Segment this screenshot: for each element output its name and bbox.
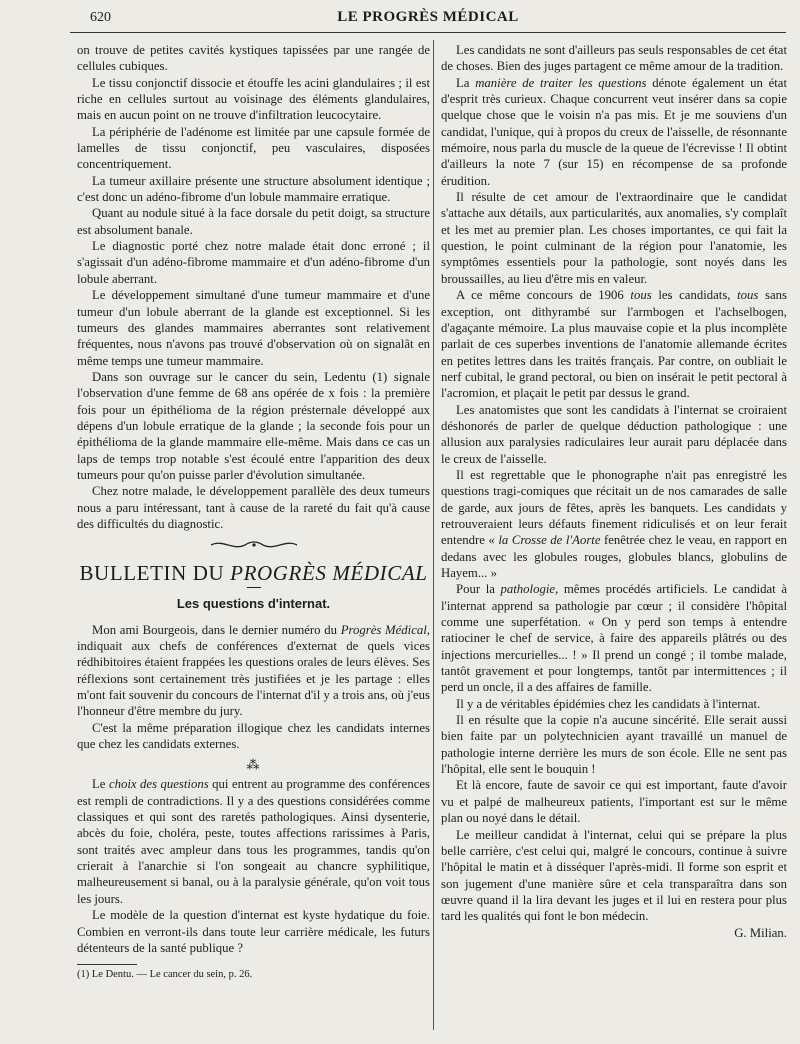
ornamental-rule	[77, 538, 430, 556]
footnote: (1) Le Dentu. — Le cancer du sein, p. 26.	[77, 969, 253, 981]
running-title: LE PROGRÈS MÉDICAL	[337, 9, 519, 25]
article-paragraph: Chez notre malade, le développement parallèle des deux tumeurs nous a paru intéressant, tant à cause de la rareté du fait qu'à cause des difficultés du diagnostic.	[77, 484, 430, 531]
right-column	[441, 42, 787, 941]
column-divider	[433, 40, 434, 1030]
bulletin-title: BULLETIN DU PROGRÈS MÉDICAL	[79, 561, 428, 586]
page-number: 620	[90, 10, 111, 25]
article-paragraph: Il résulte de cet amour de l'extraordinaire que le candidat s'attache aux détails, aux particularités, aux anomalies, s'y complaît et les met au premier plan. Les choses importantes, ce qui fait la question, le point culminant de la région pour l'anatomie, les symptômes essentiels pour la pathologie, sont noyés dans les broussailles, au lieu d'être mis en valeur.	[441, 190, 787, 286]
article-paragraph: Dans son ouvrage sur le cancer du sein, Ledentu (1) signale l'observation d'une femme de 68 ans opérée de x fois : la première fois pour un épithélioma de la région présternale développé aux dépens d'un lobule erratique de la glande ; la seconde fois pour un épithélioma de la glande mammaire elle-même. Mais dans ce cas un laps de temps trop notable s'est écoulé entre l'apparition des deux tumeurs pour qu'on puisse parler d'évolution simultanée.	[77, 369, 430, 482]
article-paragraph: La périphérie de l'adénome est limitée par une capsule formée de lamelles de tissu conjonctif, peu vasculaires, disposées concentriquement.	[77, 124, 430, 172]
article-paragraph: Il y a de véritables épidémies chez les candidats à l'internat.	[456, 696, 761, 711]
article-paragraph: Le diagnostic porté chez notre malade était donc erroné ; il s'agissait d'un adéno-fibrome mammaire et d'un adéno-fibrome d'un lobule aberrant.	[77, 239, 430, 286]
article-paragraph: Le développement simultané d'une tumeur mammaire et d'une tumeur d'un lobule aberrant de la glande est exceptionnel. Si les tumeurs des glandes mammaires aberrantes sont relativement fréquentes, nous n'avons pas trouvé d'observation où on signalât en même temps une tumeur mammaire.	[77, 288, 430, 368]
article-paragraph: La tumeur axillaire présente une structure absolument identique ; c'est donc un adéno-fibrome d'un lobule mammaire erratique.	[77, 173, 430, 205]
article-paragraph: Le choix des questions qui entrent au programme des conférences est rempli de contradictions. Il y a des questions considérées comme classiques et qui sont des raretés pathologiques. Ainsi dysenterie, abcès du foie, choléra, peste, toutes affections rarissimes à Paris, sont traités avec ampleur dans tous les programmes, tandis qu'on crierait à l'anarchie si l'on songeait au chancre syphilitique, malheureusement si banal, ou à la paralysie générale, qu'on voit tous les jours.	[77, 777, 430, 906]
section-heading: Les questions d'internat.	[176, 596, 331, 612]
footnote-rule	[77, 964, 137, 965]
article-paragraph: Le meilleur candidat à l'internat, celui qui se prépare la plus belle carrière, c'est celui qui, malgré le concours, continue à suivre l'hôpital le matin et à disséquer l'après-midi. Il forme son esprit et son jugement d'une manière sûre et cela transparaîtra dans son œuvre quand il la lira devant les juges et il lui en restera pour plus tard les qualités qui font le bon médecin.	[441, 827, 787, 924]
article-paragraph: La manière de traiter les questions dénote également un état d'esprit très curieux. Chaque concurrent veut insérer dans sa copie quelque chose que le voisin n'a pas mis. Et je me souviens d'un candidat, l'unique, qui à propos du creux de l'aisselle, de résonnante mémoire, nous parla du muscle de la queue de l'écrevisse ! Il obtint d'ailleurs la note 7 (sur 15) en récompense de sa profonde érudition.	[441, 75, 787, 188]
asterism: ⁂	[246, 757, 261, 773]
article-paragraph: A ce même concours de 1906 tous les candidats, tous sans exception, ont dithyrambé sur l'armbogen et l'achselbogen, d'agaçante mémoire. La plus mauvaise copie et la plus incomplète parlait de ces superbes inventions de l'anatomie allemande écrites en petites lettres dans les traités français. Par contre, on oubliait le nerf cubital, le grand pectoral, ou bien on insérait le petit pectoral à l'acromion, et plaçait le petit par dessus le grand.	[441, 288, 787, 401]
article-paragraph: Le modèle de la question d'internat est kyste hydatique du foie. Combien en verront-ils dans toute leur carrière médicale, les futurs détenteurs de la santé publique ?	[77, 908, 430, 955]
author-signature: G. Milian.	[734, 925, 787, 940]
article-paragraph: Le tissu conjonctif dissocie et étouffe les acini glandulaires ; il est riche en cellules surtout au voisinage des éléments glandulaires, mais en aucun point on ne trouve d'infiltration leucocytaire.	[77, 75, 430, 123]
page-header	[70, 8, 786, 33]
article-paragraph: Quant au nodule situé à la face dorsale du petit doigt, sa structure est absolument banale.	[77, 206, 430, 237]
article-paragraph: Et là encore, faute de savoir ce qui est important, faute d'avoir vu et palpé de malheureux patients, l'important est sur le même plan ou noyé dans le détail.	[441, 778, 787, 826]
title-dash	[247, 587, 261, 588]
article-paragraph: Il en résulte que la copie n'a aucune sincérité. Elle serait aussi bien faite par un polytechnicien ayant travaillé un manuel de pathologie interne derrière les murs de son école. Elle ne sent pas l'hôpital, elle sent le bouquin !	[441, 713, 787, 777]
article-paragraph: Il est regrettable que le phonographe n'ait pas enregistré les questions tragi-comiques que récitait un de nos camarades de salle de garde, aux jours de fêtes, après les banquets. Les candidats y retrouveraient leurs défauts finement ridiculisés et on leur ferait entendre « la Crosse de l'Aorte fenêtrée chez le veau, en rapport en dedans avec les globules rouges, globules blancs, globulins de Hayem... »	[441, 467, 788, 580]
left-column	[77, 42, 430, 982]
article-paragraph: on trouve de petites cavités kystiques tapissées par une rangée de cellules cubiques.	[77, 43, 430, 74]
article-paragraph: C'est la même préparation illogique chez les candidats internes que chez les candidats externes.	[77, 720, 430, 752]
article-paragraph: Pour la pathologie, mêmes procédés artificiels. Le candidat à l'internat apprend sa pathologie par cœur ; il considère l'hôpital comme une superfétation. « On y perd son temps à entendre ratiociner le chef de service, à faire des appareils plâtrés ou des injections mercurielles... ! » Il prend un congé ; il tombe malade, tantôt gravement et pour longtemps, tantôt par intermittences ; il perd un oncle, il a des affaires de famille.	[441, 582, 787, 695]
article-paragraph: Mon ami Bourgeois, dans le dernier numéro du Progrès Médical, indiquait aux chefs de conférences d'externat de quels vices rédhibitoires étaient frappées les questions orales de leurs élèves. Ses réflexions sont certainement très justifiées et je les partage : elles m'ont fait souvenir du concours de l'internat d'il y a trois ans, où j'eus l'honneur d'être membre du jury.	[77, 622, 430, 719]
article-paragraph: Les anatomistes que sont les candidats à l'internat se croiraient déshonorés de parler de quelque déduction pathologique : une allusion aux paralysies radiculaires leur aurait paru déplacée dans le creux de l'aisselle.	[441, 402, 787, 466]
article-paragraph: Les candidats ne sont d'ailleurs pas seuls responsables de cet état de choses. Bien des juges partagent ce même amour de la tradition.	[441, 43, 787, 74]
